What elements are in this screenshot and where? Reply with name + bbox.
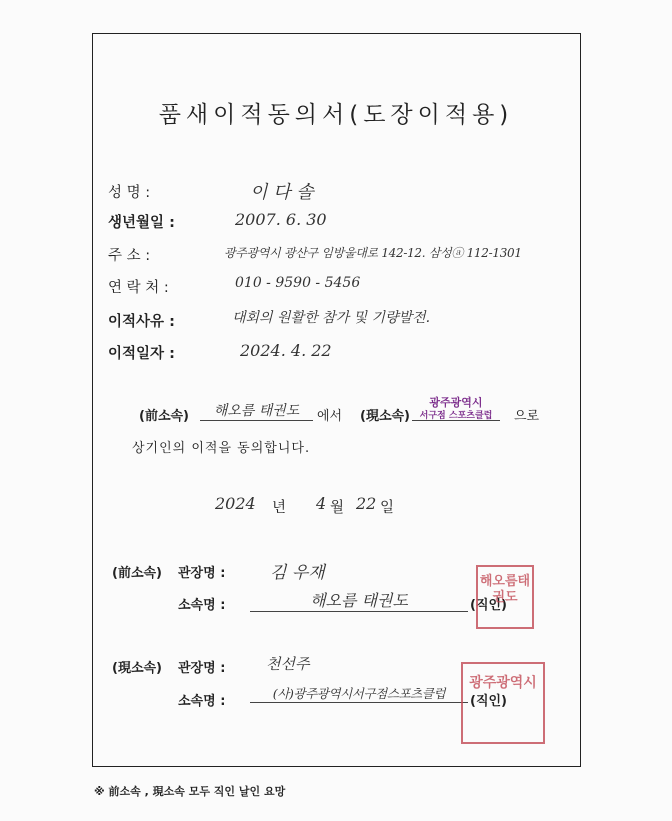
address-label: 주 소 :	[108, 248, 151, 264]
dob-label: 생년월일 :	[108, 215, 175, 231]
prev-org-value: 해오름 태권도	[250, 588, 468, 612]
phone-label: 연 락 처 :	[108, 280, 169, 296]
sign-month: 4	[316, 494, 327, 513]
reason-value: 대회의 원활한 참가 및 기량발전.	[232, 310, 431, 326]
prev-org-tag: (前소속)	[112, 566, 162, 581]
document-border	[92, 33, 581, 767]
prev-org-seal-text: 해오름태권도	[479, 574, 531, 605]
to-text: 으로	[514, 409, 540, 424]
address-value: 광주광역시 광산구 임방울대로 142-12. 삼성ⓐ 112-1301	[224, 246, 522, 260]
dob-value: 2007. 6. 30	[235, 210, 327, 229]
footnote: ※ 前소속 , 現소속 모두 직인 날인 요망	[94, 785, 286, 798]
curr-affiliation-line	[412, 394, 500, 421]
sign-year: 2024	[215, 494, 256, 513]
from-text: 에서	[317, 409, 343, 424]
curr-director-value: 천선주	[266, 655, 310, 673]
prev-affiliation-value: 해오름 태권도	[200, 400, 313, 421]
curr-affiliation-line2: 서구점 스포츠클럽	[419, 411, 493, 421]
name-label: 성 명 :	[108, 185, 151, 201]
transfer-date-label: 이적일자 :	[108, 346, 175, 362]
curr-org-seal-stamp	[461, 662, 545, 744]
sign-day-unit: 일	[380, 500, 395, 516]
reason-label: 이적사유 :	[108, 314, 175, 330]
sign-year-unit: 년	[272, 500, 287, 516]
curr-org-label: 소속명 :	[178, 694, 226, 709]
curr-seal-label: (직인)	[470, 694, 507, 709]
sign-month-unit: 월	[330, 500, 345, 516]
curr-org-tag: (現소속)	[112, 661, 162, 676]
sign-day: 22	[356, 494, 377, 513]
consent-statement: 상기인의 이적을 동의합니다.	[132, 441, 311, 456]
name-value: 이 다 솔	[250, 182, 314, 203]
prev-org-label: 소속명 :	[178, 598, 226, 613]
curr-affiliation-line1: 광주광역시	[429, 396, 483, 409]
phone-value: 010 - 9590 - 5456	[235, 275, 361, 291]
prev-seal-label: (직인)	[470, 598, 507, 613]
curr-org-value: (사)광주광역시서구점스포츠클럽	[250, 684, 468, 703]
curr-director-label: 관장명 :	[178, 661, 226, 676]
curr-org-seal-text: 광주광역시	[469, 675, 537, 691]
transfer-date-value: 2024. 4. 22	[240, 341, 332, 360]
prev-director-label: 관장명 :	[178, 566, 226, 581]
prev-org-seal-stamp	[476, 565, 534, 629]
prev-affiliation-label: (前소속)	[139, 409, 189, 424]
document-title: 품새이적동의서(도장이적용)	[158, 102, 514, 128]
prev-director-value: 김 우재	[270, 563, 325, 583]
curr-affiliation-label: (現소속)	[360, 409, 410, 424]
